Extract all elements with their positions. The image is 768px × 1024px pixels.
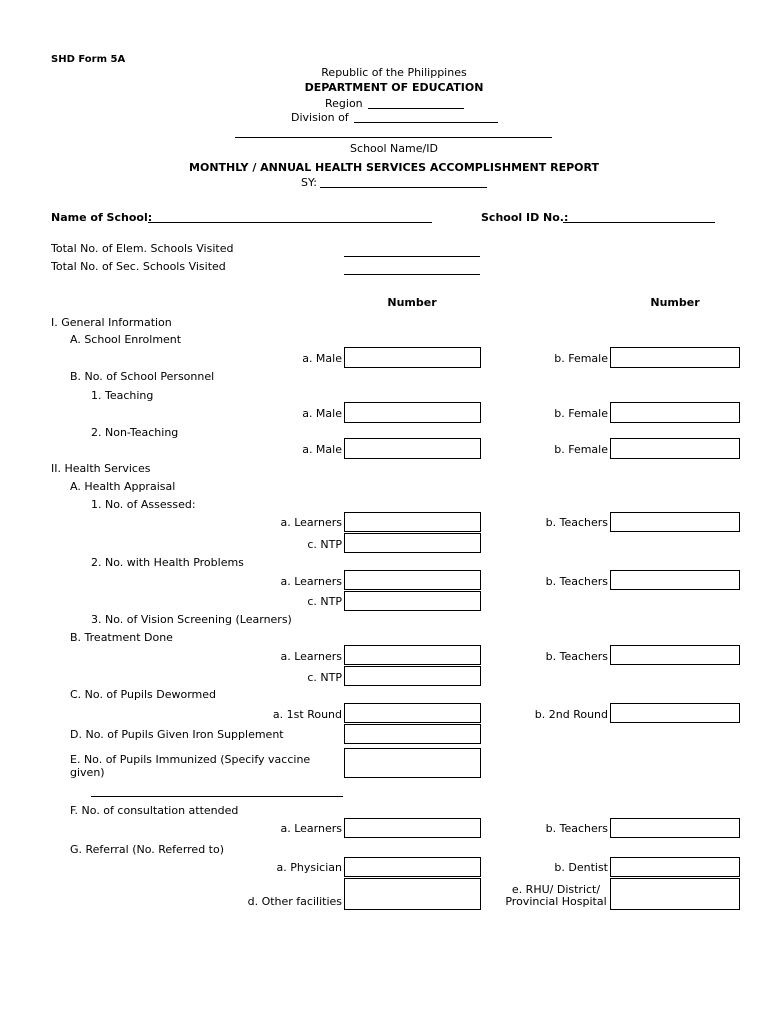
enrolment-female-box[interactable]	[610, 347, 740, 368]
school-id-label: School ID No.:	[481, 211, 569, 224]
problems-ntp-box[interactable]	[344, 591, 481, 611]
name-of-school-line[interactable]	[148, 222, 432, 223]
health-services-heading: II. Health Services	[51, 462, 151, 475]
enrolment-male-box[interactable]	[344, 347, 481, 368]
consultation-learners-box[interactable]	[344, 818, 481, 838]
referral-heading: G. Referral (No. Referred to)	[70, 843, 225, 856]
teaching-male-box[interactable]	[344, 402, 481, 423]
health-problems-heading: 2. No. with Health Problems	[91, 556, 244, 569]
treatment-teachers-box[interactable]	[610, 645, 740, 665]
assessed-learners-box[interactable]	[344, 512, 481, 532]
division-line[interactable]	[354, 122, 498, 123]
health-appraisal-heading: A. Health Appraisal	[70, 480, 176, 493]
sy-line[interactable]	[320, 187, 487, 188]
teaching-female-box[interactable]	[610, 402, 740, 423]
other-facilities-label: d. Other facilities	[247, 895, 342, 908]
sec-visited-label: Total No. of Sec. Schools Visited	[51, 260, 226, 273]
iron-supplement-heading: D. No. of Pupils Given Iron Supplement	[70, 728, 284, 741]
department-label: DEPARTMENT OF EDUCATION	[304, 81, 484, 94]
assessed-ntp-label: c. NTP	[307, 538, 342, 551]
rhu-box[interactable]	[610, 878, 740, 910]
vaccine-specify-line[interactable]	[91, 796, 343, 797]
elem-visited-label: Total No. of Elem. Schools Visited	[51, 242, 234, 255]
second-round-label: b. 2nd Round	[534, 708, 608, 721]
physician-label: a. Physician	[276, 861, 342, 874]
column-number-left: Number	[387, 296, 437, 309]
sy-label: SY:	[301, 176, 317, 189]
first-round-label: a. 1st Round	[272, 708, 342, 721]
teaching-male-label: a. Male	[302, 407, 342, 420]
consultation-teachers-box[interactable]	[610, 818, 740, 838]
consultation-learners-label: a. Learners	[280, 822, 342, 835]
general-info-heading: I. General Information	[51, 316, 172, 329]
non-teaching-female-box[interactable]	[610, 438, 740, 459]
name-of-school-label: Name of School:	[51, 211, 153, 224]
assessed-teachers-box[interactable]	[610, 512, 740, 532]
treatment-learners-label: a. Learners	[280, 650, 342, 663]
assessed-teachers-label: b. Teachers	[545, 516, 608, 529]
problems-learners-box[interactable]	[344, 570, 481, 590]
enrolment-female-label: b. Female	[554, 352, 608, 365]
vision-screening-heading: 3. No. of Vision Screening (Learners)	[91, 613, 292, 626]
school-id-line[interactable]	[563, 222, 715, 223]
republic-label: Republic of the Philippines	[321, 66, 467, 79]
teaching-heading: 1. Teaching	[91, 389, 154, 402]
treatment-teachers-label: b. Teachers	[545, 650, 608, 663]
teaching-female-label: b. Female	[554, 407, 608, 420]
assessed-learners-label: a. Learners	[280, 516, 342, 529]
region-label: Region	[325, 97, 363, 110]
enrolment-male-label: a. Male	[302, 352, 342, 365]
elem-visited-line[interactable]	[344, 256, 480, 257]
problems-learners-label: a. Learners	[280, 575, 342, 588]
assessed-ntp-box[interactable]	[344, 533, 481, 553]
other-facilities-box[interactable]	[344, 878, 481, 910]
problems-teachers-label: b. Teachers	[545, 575, 608, 588]
school-name-id-label: School Name/ID	[350, 142, 438, 155]
second-round-box[interactable]	[610, 703, 740, 723]
problems-ntp-label: c. NTP	[307, 595, 342, 608]
school-enrolment-heading: A. School Enrolment	[70, 333, 182, 346]
dentist-label: b. Dentist	[554, 861, 608, 874]
immunized-box[interactable]	[344, 748, 481, 778]
iron-supplement-box[interactable]	[344, 724, 481, 744]
rhu-label-line1: e. RHU/ District/	[511, 883, 601, 896]
treatment-ntp-box[interactable]	[344, 666, 481, 686]
division-label: Division of	[291, 111, 349, 124]
column-number-right: Number	[650, 296, 700, 309]
immunized-heading: E. No. of Pupils Immunized (Specify vaccine given)	[70, 753, 311, 779]
non-teaching-heading: 2. Non-Teaching	[91, 426, 179, 439]
form-code: SHD Form 5A	[51, 54, 126, 65]
report-title: MONTHLY / ANNUAL HEALTH SERVICES ACCOMPLISHMENT REPORT	[189, 161, 599, 174]
treatment-learners-box[interactable]	[344, 645, 481, 665]
dentist-box[interactable]	[610, 857, 740, 877]
region-line[interactable]	[368, 108, 464, 109]
no-assessed-heading: 1. No. of Assessed:	[91, 498, 196, 511]
school-personnel-heading: B. No. of School Personnel	[70, 370, 215, 383]
dewormed-heading: C. No. of Pupils Dewormed	[70, 688, 217, 701]
physician-box[interactable]	[344, 857, 481, 877]
non-teaching-male-label: a. Male	[302, 443, 342, 456]
consultation-heading: F. No. of consultation attended	[70, 804, 239, 817]
non-teaching-female-label: b. Female	[554, 443, 608, 456]
non-teaching-male-box[interactable]	[344, 438, 481, 459]
consultation-teachers-label: b. Teachers	[545, 822, 608, 835]
problems-teachers-box[interactable]	[610, 570, 740, 590]
school-name-id-line[interactable]	[235, 137, 552, 138]
sec-visited-line[interactable]	[344, 274, 480, 275]
treatment-ntp-label: c. NTP	[307, 671, 342, 684]
treatment-done-heading: B. Treatment Done	[70, 631, 173, 644]
first-round-box[interactable]	[344, 703, 481, 723]
rhu-label-line2: Provincial Hospital	[505, 895, 607, 908]
